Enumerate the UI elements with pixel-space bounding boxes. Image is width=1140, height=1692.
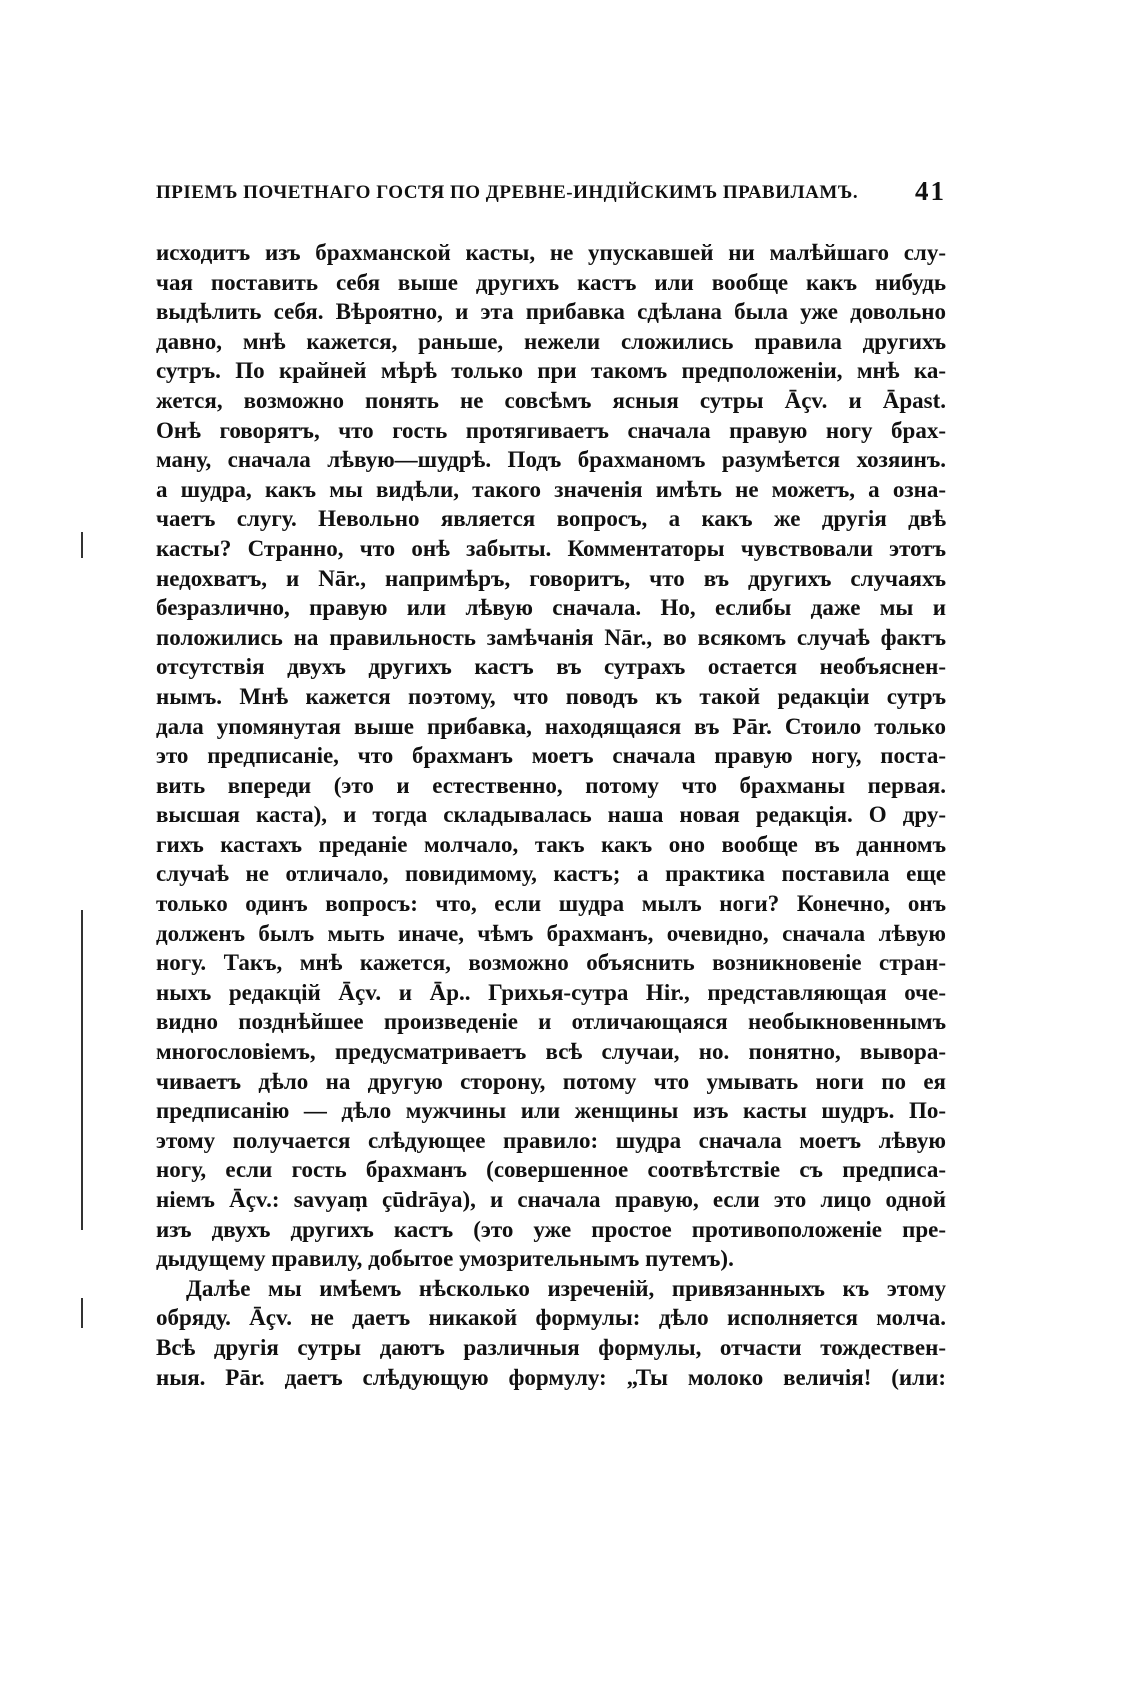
text-line: жется, возможно понять не совсѣмъ ясныя сутры Āçv. и Āpast. [156,387,946,413]
text-line: только одинъ вопросъ: что, если шудра мылъ ноги? Конечно, онъ [156,891,946,917]
text-line: случаѣ не отличало, повидимому, кастъ; а практика поставила еще [156,861,946,887]
text-line: Онѣ говорятъ, что гость протягиваетъ сначала правую ногу брах- [156,417,946,443]
text-line: чиваетъ дѣло на другую сторону, потому что умывать ноги по ея [156,1068,946,1094]
text-line: отсутствія двухъ другихъ кастъ въ сутрахъ остается необъяснен- [156,654,946,680]
page-number: 41 [915,176,946,206]
text-line: вить впереди (это и естественно, потому что брахманы первая. [156,772,946,798]
text-line: изъ двухъ другихъ кастъ (это уже простое противоположеніе пре- [156,1216,946,1242]
text-line: дала упомянутая выше прибавка, находящаяся въ Pār. Стоило только [156,713,946,739]
text-line: выдѣлить себя. Вѣроятно, и эта прибавка сдѣлана была уже довольно [156,299,946,325]
scan-margin-mark [81,910,83,1230]
text-line: чаетъ слугу. Невольно является вопросъ, а какъ же другія двѣ [156,506,946,532]
text-line: исходитъ изъ брахманской касты, не упускавшей ни малѣйшаго слу- [156,240,946,265]
text-line: положились на правильность замѣчанія Nār., во всякомъ случаѣ фактъ [156,624,946,650]
text-line: ніемъ Āçv.: savyaṃ çūdrāya), и сначала правую, если это лицо одной [156,1187,946,1212]
text-line: ныхъ редакцій Āçv. и Āp.. Грихья-сутра Hir., представляющая оче- [156,979,946,1005]
text-line: ману, сначала лѣвую—шудрѣ. Подъ брахманомъ разумѣется хозяинъ. [156,447,946,473]
text-line: высшая каста), и тогда складывалась наша новая редакція. О дру- [156,802,946,828]
text-line: дыдущему правилу, добытое умозрительнымъ путемъ). [156,1246,734,1272]
text-line: давно, мнѣ кажется, раньше, нежели сложились правила другихъ [156,328,946,354]
running-header [156,176,946,210]
text-line: многословіемъ, предусматриваетъ всѣ случаи, но. понятно, вывора- [156,1039,946,1065]
text-line: обряду. Āçv. не даетъ никакой формулы: дѣло исполняется молча. [156,1305,946,1331]
text-line: сутръ. По крайней мѣрѣ только при такомъ предположеніи, мнѣ ка- [156,358,946,384]
text-line: чая поставить себя выше другихъ кастъ или вообще какъ нибудь [156,269,946,295]
text-line: ногу. Такъ, мнѣ кажется, возможно объяснить возникновеніе стран- [156,950,946,976]
text-line: безразлично, правую или лѣвую сначала. Но, еслибы даже мы и [156,595,946,621]
text-line: нымъ. Мнѣ кажется поэтому, что поводъ къ такой редакціи сутръ [156,683,946,709]
text-line: видно позднѣйшее произведеніе и отличающаяся необыкновеннымъ [156,1009,946,1035]
text-line: это предписаніе, что брахманъ моетъ сначала правую ногу, поста- [156,743,946,769]
text-line: ныя. Pār. даетъ слѣдующую формулу: „Ты молоко величія! (или: [156,1364,946,1390]
text-line: гихъ кастахъ преданіе молчало, такъ какъ оно вообще въ данномъ [156,831,946,857]
text-line: касты? Странно, что онѣ забыты. Комментаторы чувствовали этотъ [156,535,946,561]
text-line: а шудра, какъ мы видѣли, такого значенія имѣть не можетъ, а озна- [156,476,946,502]
text-line: долженъ былъ мыть иначе, чѣмъ брахманъ, очевидно, сначала лѣвую [156,920,946,946]
text-line: Далѣе мы имѣемъ нѣсколько изреченій, привязанныхъ къ этому [186,1275,946,1301]
text-line: этому получается слѣдующее правило: шудра сначала моетъ лѣвую [156,1127,946,1153]
text-line: предписанію — дѣло мужчины или женщины изъ касты шудръ. По- [156,1098,946,1124]
text-line: недохватъ, и Nār., напримѣръ, говоритъ, что въ другихъ случаяхъ [156,565,946,591]
scan-margin-mark [81,532,83,558]
text-line: Всѣ другія сутры даютъ различныя формулы, отчасти тождествен- [156,1334,946,1360]
running-title: ПРІЕМЪ ПОЧЕТНАГО ГОСТЯ ПО ДРЕВНЕ-ИНДІЙСКИМЪ ПРАВИЛАМЪ. [156,182,859,203]
body-text [156,238,946,1392]
text-line: ногу, если гость брахманъ (совершенное соотвѣтствіе съ предписа- [156,1157,946,1183]
scan-margin-mark [81,1298,83,1328]
